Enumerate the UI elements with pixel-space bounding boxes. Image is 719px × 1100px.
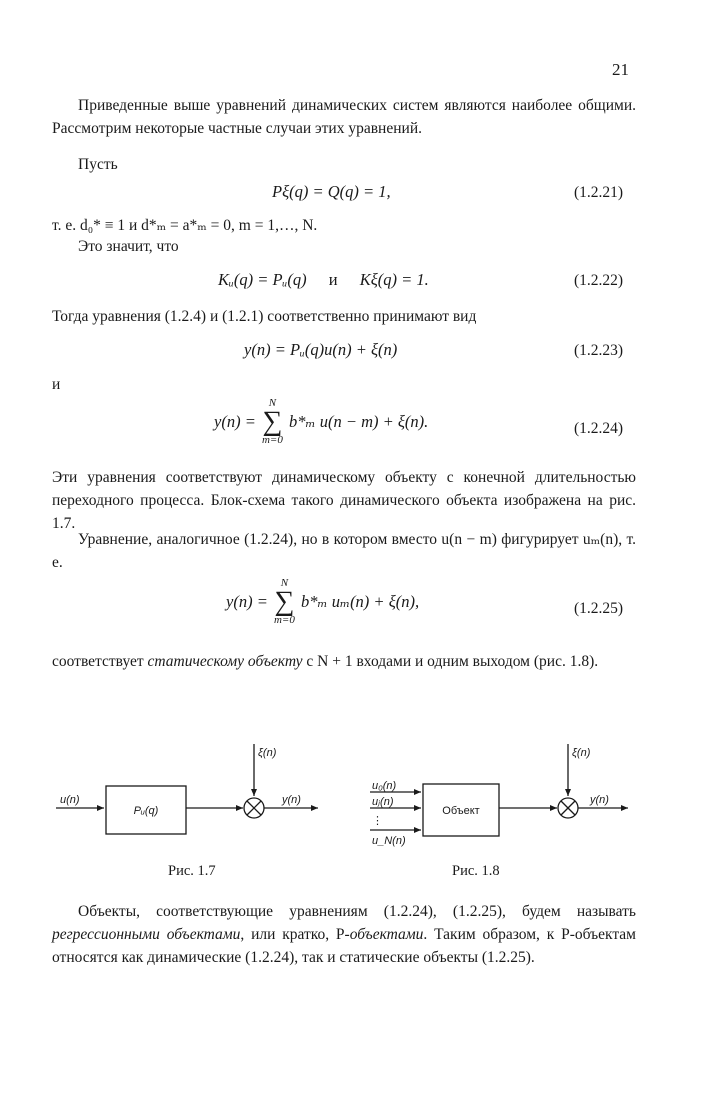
equation-1-2-24-lhs: y(n) = <box>214 412 256 431</box>
paragraph-analogous <box>52 528 636 574</box>
te-line: т. е. d₀* ≡ 1 и d*ₘ = a*ₘ = 0, m = 1,…, N. <box>52 217 318 234</box>
figure-1-8 <box>370 744 628 847</box>
paragraph-static-object <box>52 650 636 673</box>
equation-1-2-21: Pξ(q) = Q(q) = 1, <box>272 182 391 201</box>
equation-1-2-22-lhs: Kᵤ(q) = Pᵤ(q) <box>218 270 307 289</box>
equation-1-2-25 <box>226 578 419 626</box>
paragraph-analogous-text: Уравнение, аналогичное (1.2.24), но в котором вместо u(n − m) фигурирует uₘ(n), т. е. <box>52 531 636 571</box>
fig18-noise-label: ξ(n) <box>572 747 591 759</box>
sum-upper-limit: N <box>280 577 289 589</box>
equation-number-1-2-24: (1.2.24) <box>574 420 624 437</box>
paragraph-intro-text: Приведенные выше уравнений динамических систем являются наиболее общими. Рассмотрим некоторые частные случаи этих уравнений. <box>52 97 636 137</box>
fig17-output-label: y(n) <box>282 794 301 806</box>
paragraph-intro <box>52 94 636 140</box>
equation-1-2-22-rhs: Kξ(q) = 1. <box>359 270 429 289</box>
equation-number-1-2-22: (1.2.22) <box>574 272 624 289</box>
p5-a: Объекты, соответствующие уравнениям (1.2.24), (1.2.25), будем называть <box>78 903 636 920</box>
togda-line: Тогда уравнения (1.2.4) и (1.2.1) соответственно принимают вид <box>52 308 477 325</box>
paragraph-regression-objects <box>52 900 636 969</box>
figure-1-7 <box>56 744 318 834</box>
page-number: 21 <box>612 60 629 79</box>
summation-1-2-25 <box>274 578 295 626</box>
equation-1-2-22-conj: и <box>328 270 338 289</box>
fig17-caption: Рис. 1.7 <box>168 863 216 879</box>
i-line: и <box>52 376 61 393</box>
equation-1-2-24 <box>214 398 428 446</box>
sum-lower-limit: m=0 <box>261 434 283 446</box>
fig18-caption: Рис. 1.8 <box>452 863 500 879</box>
p5-italic-2: объектами <box>349 926 424 943</box>
sum-lower-limit: m=0 <box>273 614 295 626</box>
fig18-input-0-label: u₀(n) <box>372 780 397 792</box>
p5-b: , или кратко, Р- <box>240 926 350 943</box>
figures-diagram <box>0 730 719 860</box>
p5-c: . Таким образом, к Р-объектам относятся как динамические (1.2.24), так и статические объекты (1.2.25). <box>52 926 636 966</box>
equation-number-1-2-25: (1.2.25) <box>574 600 624 617</box>
fig17-block-label: Pᵤ(q) <box>133 805 159 817</box>
sigma-icon: ∑ <box>262 406 283 437</box>
equation-1-2-22 <box>218 270 429 290</box>
fig18-block-label: Объект <box>442 805 480 817</box>
fig18-input-j-label: uⱼ(n) <box>372 796 394 808</box>
pust-line: Пусть <box>78 156 118 173</box>
equation-1-2-25-rhs: b*ₘ uₘ(n) + ξ(n), <box>300 592 420 611</box>
fig18-dots: ⋮ <box>372 815 383 827</box>
summation-1-2-24 <box>262 398 283 446</box>
equation-number-1-2-21: (1.2.21) <box>574 184 624 201</box>
p4-after: с N + 1 входами и одним выходом (рис. 1.8). <box>302 653 599 670</box>
fig17-noise-label: ξ(n) <box>258 747 277 759</box>
sum-upper-limit: N <box>268 397 277 409</box>
fig17-input-label: u(n) <box>60 794 80 806</box>
equation-number-1-2-23: (1.2.23) <box>574 342 624 359</box>
equation-1-2-23: y(n) = Pᵤ(q)u(n) + ξ(n) <box>244 340 398 359</box>
p4-before: соответствует <box>52 653 148 670</box>
equation-1-2-24-rhs: b*ₘ u(n − m) + ξ(n). <box>288 412 429 431</box>
eto-znachit-line: Это значит, что <box>78 238 179 255</box>
equation-1-2-25-lhs: y(n) = <box>226 592 268 611</box>
sigma-icon: ∑ <box>274 586 295 617</box>
paragraph-dynamic-object: Эти уравнения соответствуют динамическому объекту с конечной длительностью переходного процесса. Блок-схема такого динамического объекта изображена на рис. 1.7. <box>52 469 636 532</box>
fig18-output-label: y(n) <box>590 794 609 806</box>
p5-italic-1: регрессионными объектами <box>52 926 241 943</box>
p4-italic: статическому объекту <box>147 653 303 670</box>
fig18-input-n-label: u_N(n) <box>372 835 406 847</box>
